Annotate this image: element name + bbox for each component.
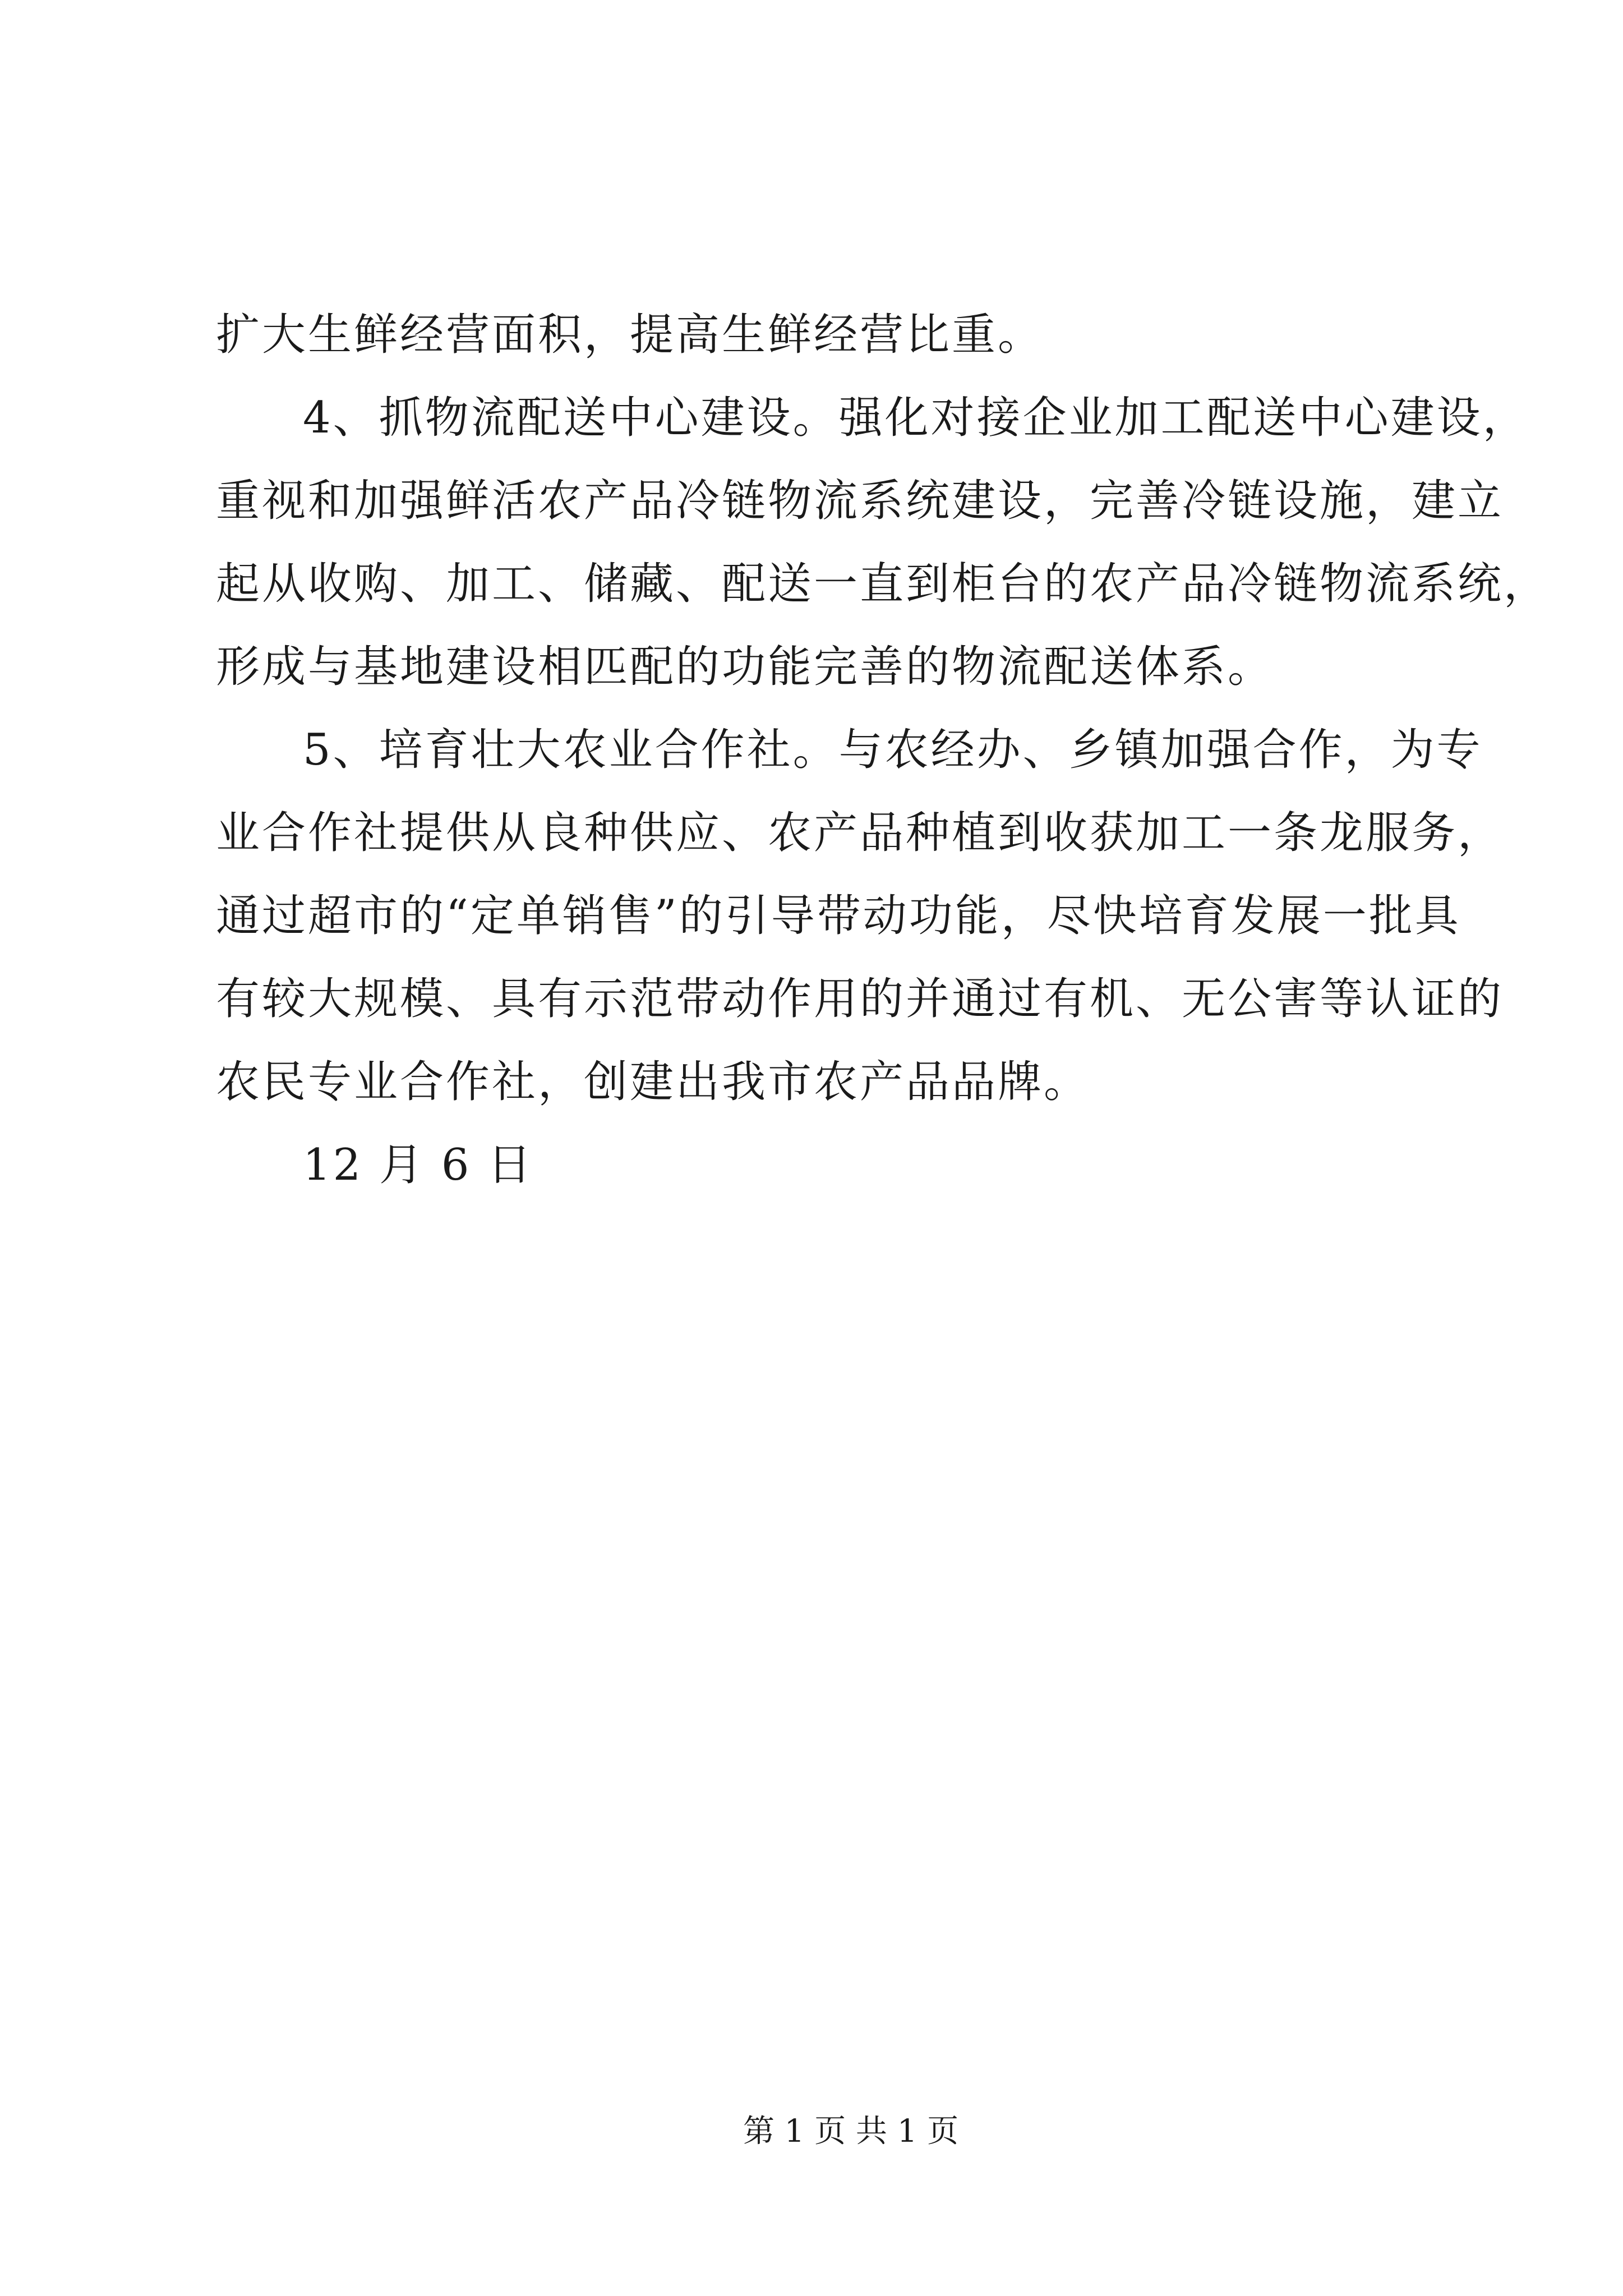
paragraph-line: 形成与基地建设相匹配的功能完善的物流配送体系。 (216, 642, 1274, 692)
paragraph-line: 重视和加强鲜活农产品冷链物流系统建设，完善冷链设施，建立 (216, 476, 1504, 526)
paragraph-line: 起从收购、加工、储藏、配送一直到柜台的农产品冷链物流系统， (216, 559, 1550, 609)
paragraph-line: 农民专业合作社，创建出我市农产品品牌。 (216, 1057, 1090, 1107)
paragraph-line: 业合作社提供从良种供应、农产品种植到收获加工一条龙服务， (216, 808, 1504, 858)
date-line: 12 月 6 日 (303, 1140, 534, 1190)
paragraph-line: 有较大规模、具有示范带动作用的并通过有机、无公害等认证的 (216, 974, 1504, 1024)
paragraph-line: 4、抓物流配送中心建设。强化对接企业加工配送中心建设， (303, 393, 1529, 443)
paragraph-line: 扩大生鲜经营面积，提高生鲜经营比重。 (216, 310, 1044, 360)
paragraph-line: 5、培育壮大农业合作社。与农经办、乡镇加强合作，为专 (303, 725, 1483, 775)
page-number-footer: 第 1 页 共 1 页 (743, 2113, 959, 2150)
paragraph-line: 通过超市的“定单销售”的引导带动功能，尽快培育发展一批具 (216, 891, 1461, 941)
